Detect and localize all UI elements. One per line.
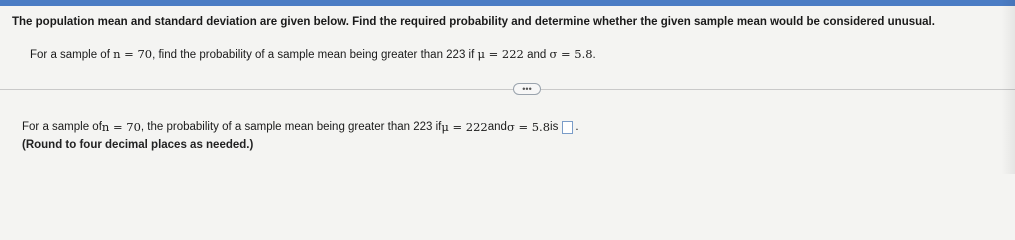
subprompt-mid: , find the probability of a sample mean being greater than 223 if xyxy=(152,49,478,61)
subprompt-end: . xyxy=(592,49,596,61)
answer-sample-size-expression: n = 70 xyxy=(101,120,141,134)
answer-and: and xyxy=(487,121,507,133)
answer-mean-expression: μ = 222 xyxy=(441,120,488,134)
subprompt-intro: For a sample of xyxy=(30,49,114,61)
answer-input-box[interactable] xyxy=(562,121,573,134)
answer-intro: For a sample of xyxy=(22,121,102,133)
answer-mid: , the probability of a sample mean being greater than 223 if xyxy=(140,121,442,133)
std-dev-expression: σ = 5.8 xyxy=(549,47,593,61)
right-edge-shadow xyxy=(1001,0,1015,174)
answer-is: is xyxy=(550,121,559,133)
question-prompt: The population mean and standard deviation are given below. Find the required probability and determine whether the given sample mean would be considered unusual. xyxy=(12,16,935,28)
answer-std-dev-expression: σ = 5.8 xyxy=(506,120,551,134)
expand-more-button[interactable] xyxy=(513,83,541,95)
section-divider xyxy=(0,89,1015,90)
rounding-note: (Round to four decimal places as needed.) xyxy=(22,139,254,151)
sample-size-expression: n = 70 xyxy=(113,47,153,61)
mean-expression: μ = 222 xyxy=(477,47,524,61)
ellipsis-icon: ••• xyxy=(522,83,532,94)
question-panel xyxy=(0,6,1015,86)
subprompt-and: and xyxy=(523,49,550,61)
answer-statement xyxy=(22,120,579,134)
question-subprompt xyxy=(30,47,596,61)
answer-end: . xyxy=(575,121,579,133)
